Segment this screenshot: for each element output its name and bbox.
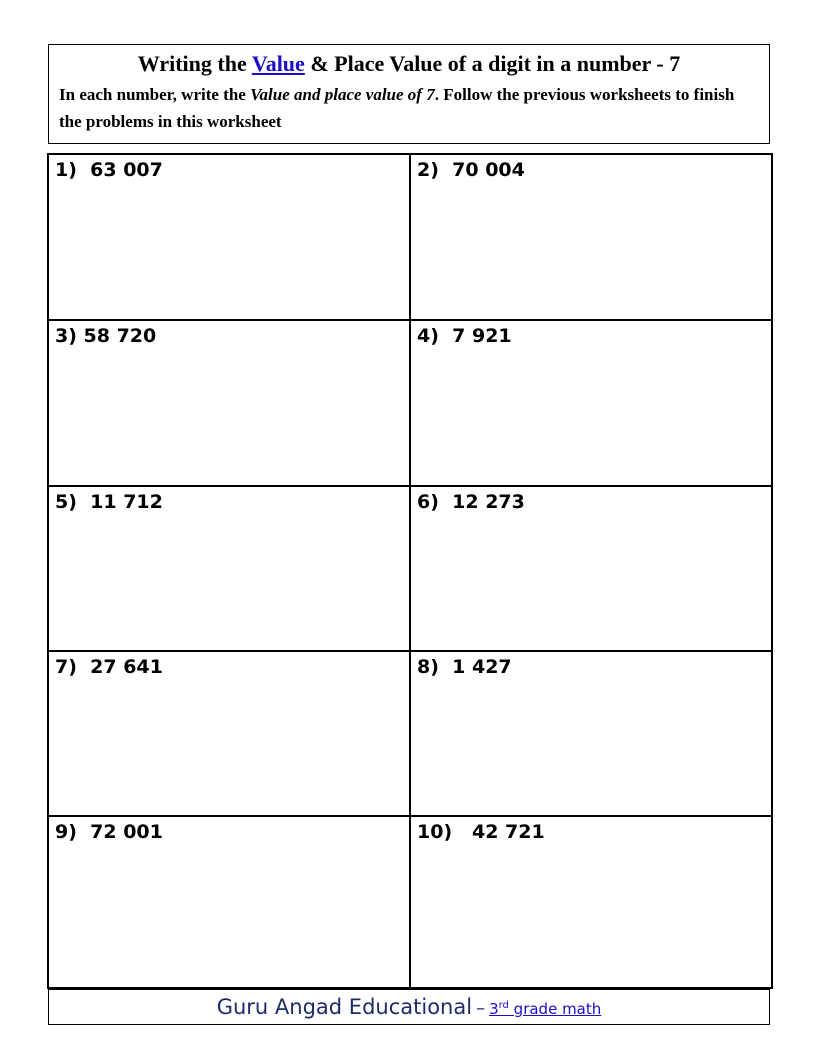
title-text-end: & Place Value of a digit in a number - 7 xyxy=(304,51,681,76)
instructions-emphasis: Value and place value of xyxy=(250,85,422,104)
problem-cell-1[interactable] xyxy=(49,155,411,321)
problem-cell-10[interactable] xyxy=(411,817,773,987)
title-text-start: Writing the xyxy=(137,51,252,76)
footer-dash: – xyxy=(476,998,486,1019)
worksheet-header xyxy=(48,44,770,144)
problem-cell-3[interactable] xyxy=(49,321,411,487)
grade-link[interactable] xyxy=(489,1000,601,1018)
problem-label: 1) 63 007 xyxy=(55,159,163,181)
footer xyxy=(48,989,770,1025)
problem-cell-8[interactable] xyxy=(411,652,773,817)
problem-label: 4) 7 921 xyxy=(417,325,512,347)
footer-brand: Guru Angad Educational xyxy=(216,995,473,1019)
problem-label: 6) 12 273 xyxy=(417,491,525,513)
problem-label: 8) 1 427 xyxy=(417,656,512,678)
grade-number: 3 xyxy=(489,1000,499,1018)
problem-cell-6[interactable] xyxy=(411,487,773,652)
problem-label: 3) 58 720 xyxy=(55,325,157,347)
problem-cell-4[interactable] xyxy=(411,321,773,487)
instructions xyxy=(59,81,759,135)
problem-label: 9) 72 001 xyxy=(55,821,163,843)
problem-cell-7[interactable] xyxy=(49,652,411,817)
value-link[interactable]: Value xyxy=(251,51,305,76)
problem-cell-5[interactable] xyxy=(49,487,411,652)
problem-label: 7) 27 641 xyxy=(55,656,163,678)
instructions-digit: 7 xyxy=(421,85,435,104)
problem-cell-9[interactable] xyxy=(49,817,411,987)
problem-grid xyxy=(47,153,773,989)
problem-cell-2[interactable] xyxy=(411,155,773,321)
grade-suffix: rd xyxy=(498,1000,509,1011)
instructions-text-start: In each number, write the xyxy=(59,85,251,104)
instructions-text-end: . Follow the previous worksheets to finish the problems in this worksheet xyxy=(59,85,735,131)
worksheet-title xyxy=(49,51,769,77)
problem-label: 5) 11 712 xyxy=(55,491,163,513)
grade-text: grade math xyxy=(508,1000,602,1018)
problem-label: 10) 42 721 xyxy=(417,821,545,843)
problem-label: 2) 70 004 xyxy=(417,159,525,181)
